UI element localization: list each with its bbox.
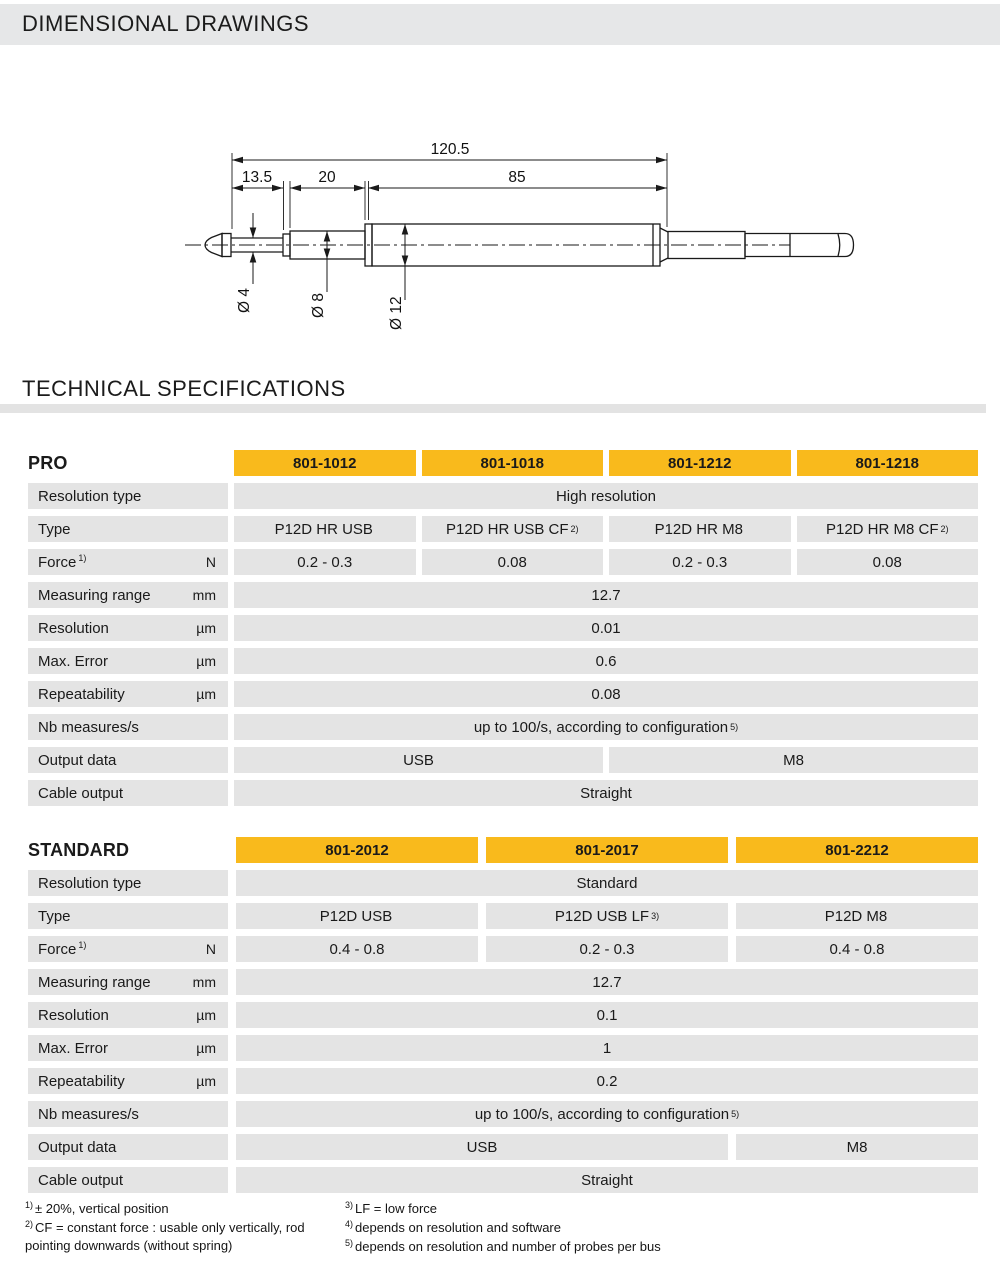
row-label-max-error: Max. Error µm <box>28 1035 228 1061</box>
spec-value: 0.08 <box>234 681 978 707</box>
row-label-output-data: Output data <box>28 747 228 773</box>
spec-value: 0.1 <box>236 1002 978 1028</box>
spec-value: 0.08 <box>422 549 604 575</box>
row-label-measuring-range: Measuring range mm <box>28 969 228 995</box>
spec-value: High resolution <box>234 483 978 509</box>
spec-value: 0.01 <box>234 615 978 641</box>
dimension-lines <box>232 160 667 300</box>
row-label-type: Type <box>28 516 228 542</box>
spec-value: 0.4 - 0.8 <box>736 936 978 962</box>
spec-value: P12D HR M8 <box>609 516 791 542</box>
section-title-technical-specifications: TECHNICAL SPECIFICATIONS <box>22 376 346 401</box>
spec-value: USB <box>234 747 603 773</box>
row-label-nb-measures: Nb measures/s <box>28 1101 228 1127</box>
spec-value: Standard <box>236 870 978 896</box>
spec-value: 0.2 - 0.3 <box>609 549 791 575</box>
standard-column-header: 801-2012 <box>236 837 478 863</box>
row-label-force: Force $^{1)}$ N <box>28 936 228 962</box>
pro-column-header: 801-1212 <box>609 450 791 476</box>
spec-value: P12D M8 <box>736 903 978 929</box>
row-label-resolution: Resolution µm <box>28 1002 228 1028</box>
spec-value: P12D HR M8 CF 2) <box>797 516 979 542</box>
footnote-4: $^{4)}$ depends on resolution and software <box>345 1218 561 1235</box>
footnote-1: $^{1)}$ ± 20%, vertical position <box>25 1199 169 1216</box>
extension-lines <box>232 153 667 230</box>
row-label-repeatability: Repeatability µm <box>28 681 228 707</box>
dia-8-label: Ø 8 <box>310 293 327 318</box>
footnote-2: $^{2)}$ CF = constant force : usable only vertically, rod pointing downwards (without spring) <box>25 1218 305 1253</box>
footnote-3: $^{3)}$ LF = low force <box>345 1199 438 1216</box>
row-label-resolution-type: Resolution type <box>28 483 228 509</box>
pro-table-title: PRO <box>28 453 68 473</box>
spec-value: P12D HR USB CF 2) <box>422 516 604 542</box>
spec-value: up to 100/s, according to configuration 5) <box>234 714 978 740</box>
row-label-type: Type <box>28 903 228 929</box>
section-underline <box>0 404 986 413</box>
spec-value: 0.2 - 0.3 <box>234 549 416 575</box>
row-label-resolution: Resolution µm <box>28 615 228 641</box>
row-label-max-error: Max. Error µm <box>28 648 228 674</box>
page-title: DIMENSIONAL DRAWINGS <box>22 11 310 36</box>
spec-value: 0.6 <box>234 648 978 674</box>
spec-value: 0.08 <box>797 549 979 575</box>
footnote-5: $^{5)}$ depends on resolution and number of probes per bus <box>345 1237 661 1254</box>
spec-value: 12.7 <box>236 969 978 995</box>
footnotes-left-column <box>25 1200 330 1256</box>
spec-value: M8 <box>609 747 978 773</box>
spec-value: Straight <box>234 780 978 806</box>
spec-value: up to 100/s, according to configuration 5) <box>236 1101 978 1127</box>
spec-value: 0.2 - 0.3 <box>486 936 728 962</box>
row-label-nb-measures: Nb measures/s <box>28 714 228 740</box>
standard-column-header: 801-2212 <box>736 837 978 863</box>
dim-overall-label: 120.5 <box>430 141 470 158</box>
spec-value: M8 <box>736 1134 978 1160</box>
pro-column-header: 801-1018 <box>422 450 604 476</box>
dia-12-label: Ø 12 <box>388 296 405 330</box>
pro-column-header: 801-1012 <box>234 450 416 476</box>
standard-table <box>28 837 978 1193</box>
spec-value: 0.4 - 0.8 <box>236 936 478 962</box>
spec-value: P12D USB <box>236 903 478 929</box>
spec-value: 12.7 <box>234 582 978 608</box>
pro-column-header: 801-1218 <box>797 450 979 476</box>
spec-value: USB <box>236 1134 728 1160</box>
spec-value: 1 <box>236 1035 978 1061</box>
row-label-cable-output: Cable output <box>28 780 228 806</box>
row-label-cable-output: Cable output <box>28 1167 228 1193</box>
row-label-measuring-range: Measuring range mm <box>28 582 228 608</box>
spec-value: Straight <box>236 1167 978 1193</box>
spec-value: P12D USB LF 3) <box>486 903 728 929</box>
dim-mid-label: 20 <box>318 169 336 186</box>
standard-column-header: 801-2017 <box>486 837 728 863</box>
dimensional-drawing <box>0 90 1000 350</box>
dim-tip-label: 13.5 <box>241 169 273 186</box>
dimension-arrows <box>232 157 667 266</box>
spec-value: P12D HR USB <box>234 516 416 542</box>
dim-body-label: 85 <box>508 169 526 186</box>
footnotes-right-column <box>345 1200 765 1257</box>
spec-value: 0.2 <box>236 1068 978 1094</box>
dia-4-label: Ø 4 <box>236 288 253 313</box>
dimensional-drawings-header-bar <box>0 4 1000 45</box>
row-label-resolution-type: Resolution type <box>28 870 228 896</box>
row-label-repeatability: Repeatability µm <box>28 1068 228 1094</box>
row-label-force: Force $^{1)}$ N <box>28 549 228 575</box>
pro-table <box>28 450 978 806</box>
standard-table-title: STANDARD <box>28 840 130 860</box>
row-label-output-data: Output data <box>28 1134 228 1160</box>
